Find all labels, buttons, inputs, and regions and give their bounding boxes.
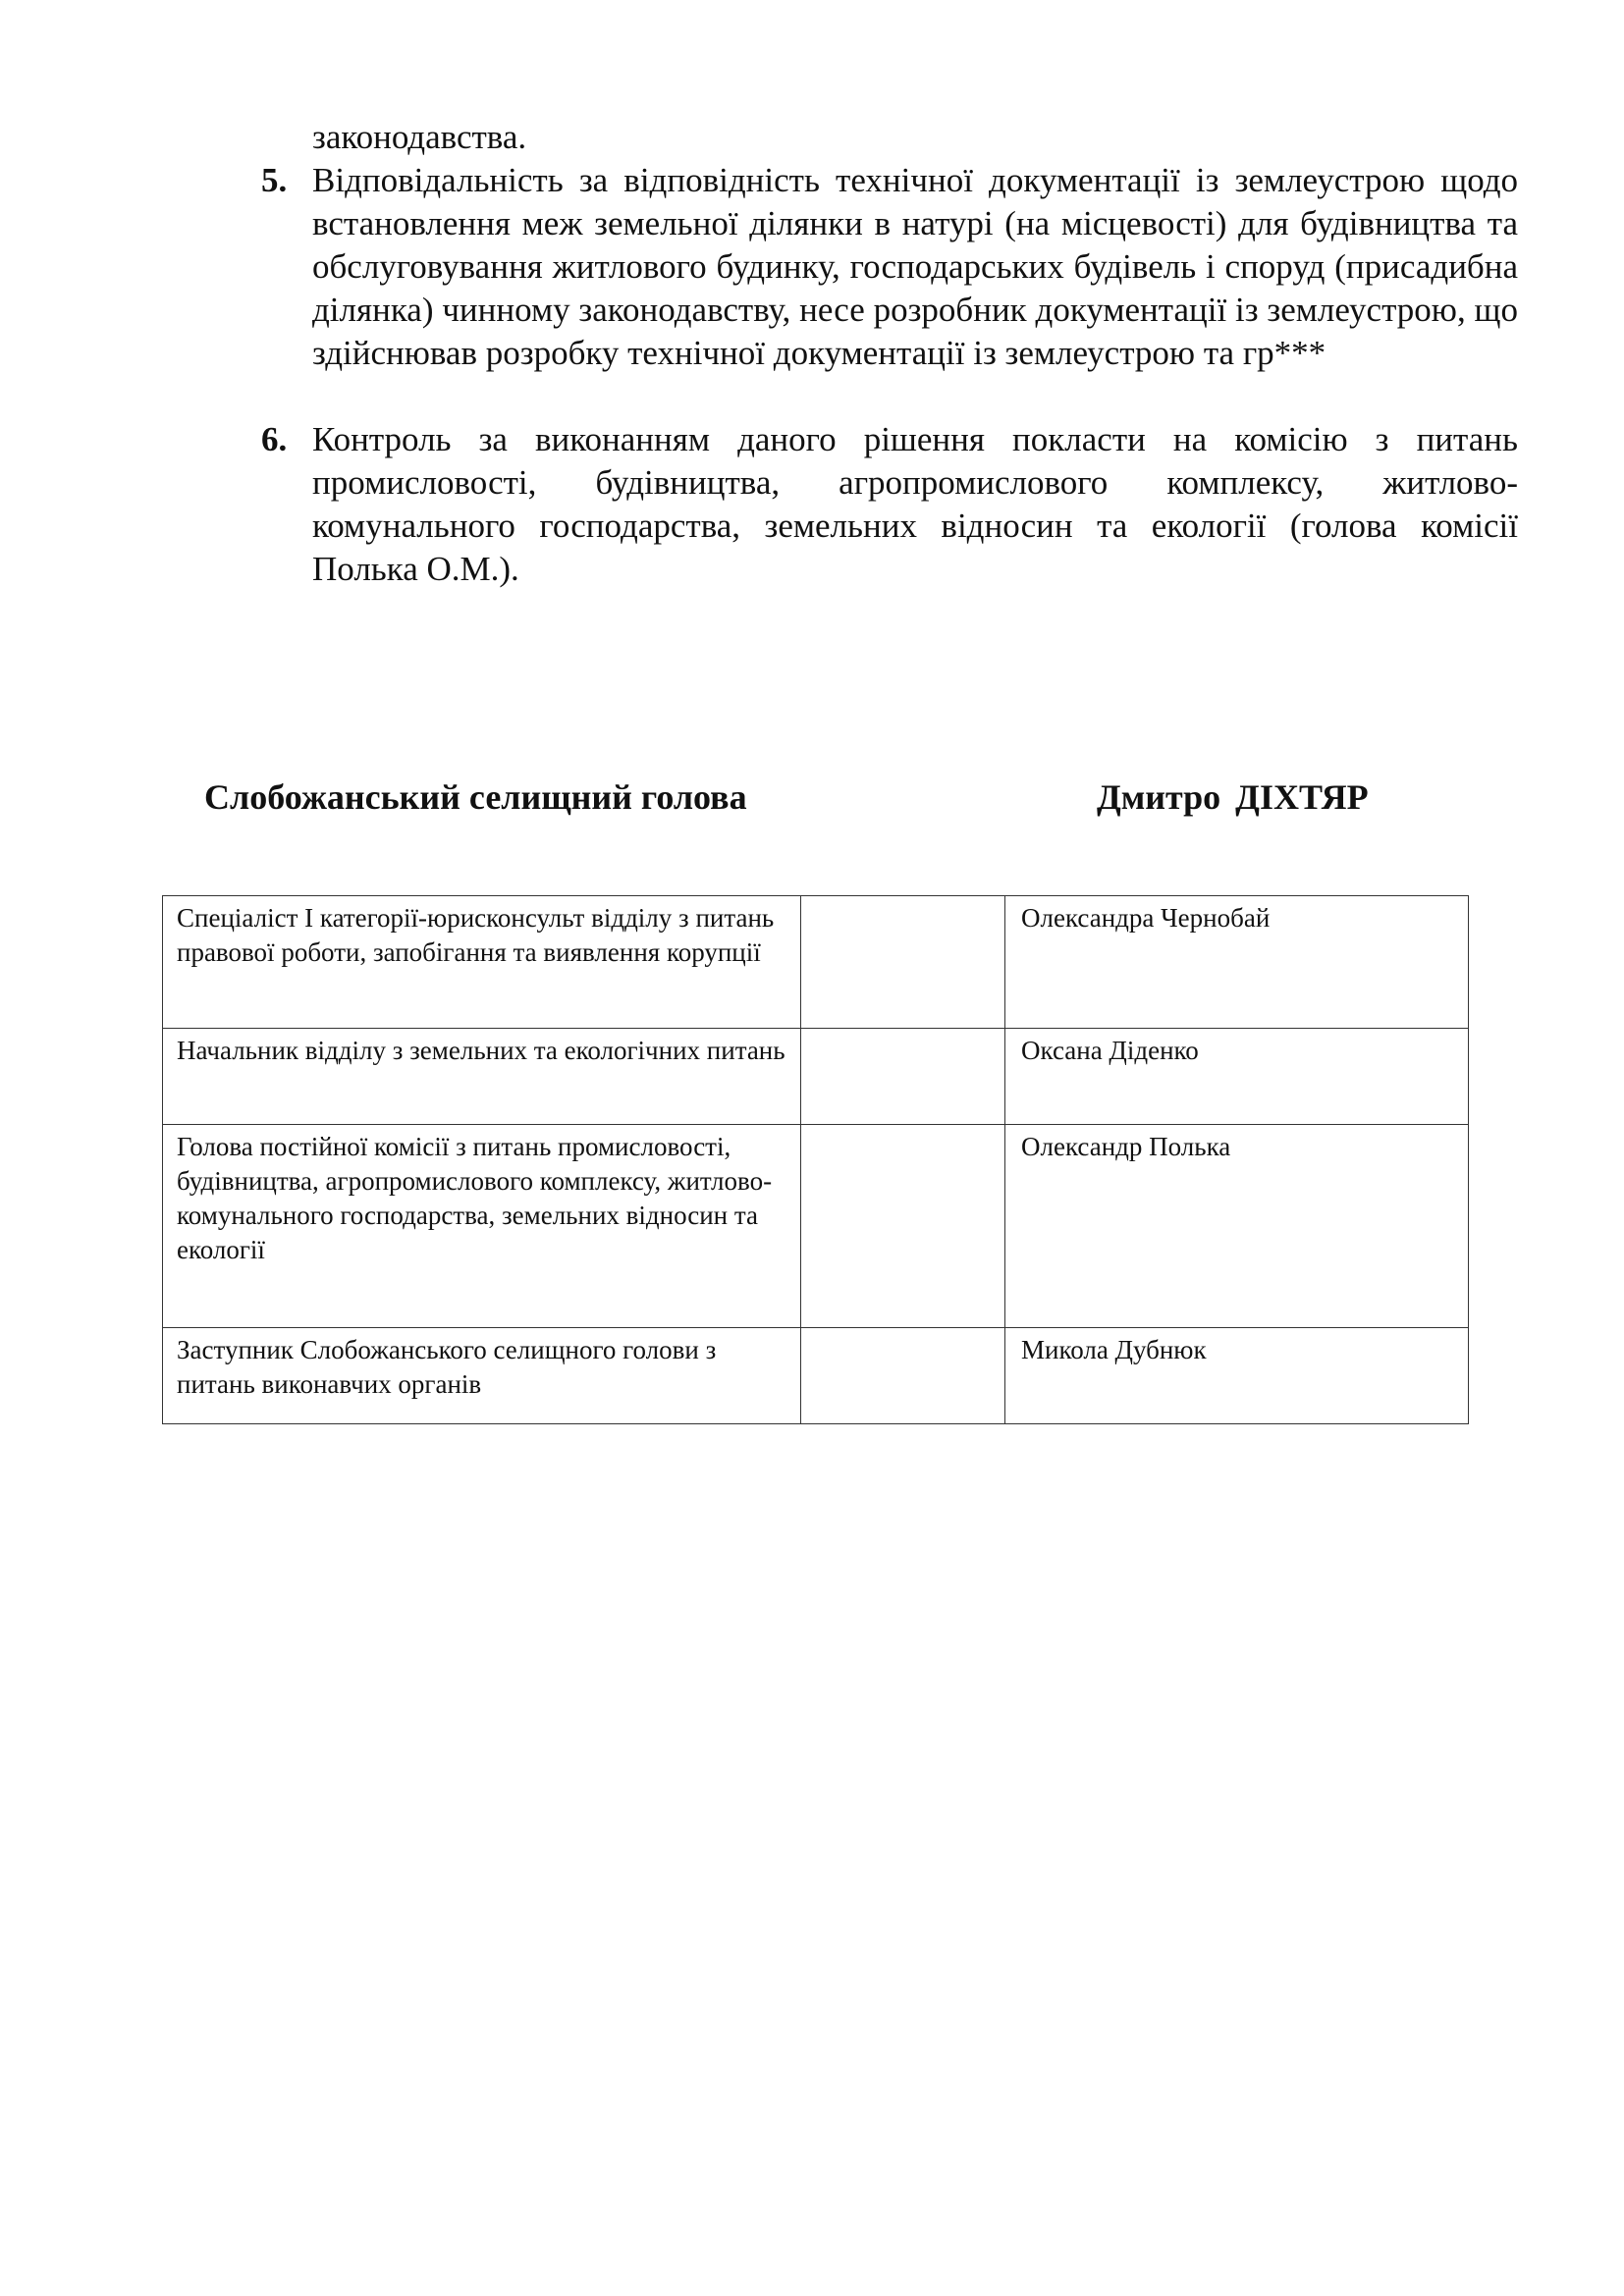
list-item-5 [261,159,1518,375]
name-cell: Олександр Полька [1005,1125,1469,1328]
position-cell: Начальник відділу з земельних та екологічних питань [163,1029,801,1125]
position-cell: Заступник Слобожанського селищного голови з питань виконавчих органів [163,1328,801,1424]
signature-name: Дмитро ДІХТЯР [1097,777,1369,817]
table-row [163,896,1469,1029]
table-row [163,1328,1469,1424]
continuation-text: законодавства. [312,118,527,156]
signature-role: Слобожанський селищний голова [204,777,747,817]
signature-cell [801,896,1005,1029]
position-cell: Спеціаліст І категорії-юрисконсульт відділу з питань правової роботи, запобігання та виявлення корупції [163,896,801,1029]
name-cell: Микола Дубнюк [1005,1328,1469,1424]
signature-cell [801,1029,1005,1125]
position-cell: Голова постійної комісії з питань промисловості, будівництва, агропромислового комплексу, житлово-комунального господарства, земельних відносин та екології [163,1125,801,1328]
name-cell: Оксана Діденко [1005,1029,1469,1125]
signature-cell [801,1328,1005,1424]
item-text: Контроль за виконанням даного рішення покласти на комісію з питань промисловості, будівництва, агропромислового комплексу, житлово-комунального господарства, земельних відносин та екології (голова комісії Полька О.М.). [312,420,1518,588]
list-item-6 [261,418,1518,591]
signature-cell [801,1125,1005,1328]
item-number: 5. [261,161,288,199]
table-row [163,1125,1469,1328]
item-text: Відповідальність за відповідність технічної документації із землеустрою щодо встановлення меж земельної ділянки в натурі (на місцевості) для будівництва та обслуговування житлового будинку, господарських будівель і споруд (присадибна ділянка) чинному законодавству, несе розробник документації із землеустрою, що здійснював розробку технічної документації із землеустрою та гр*** [312,161,1518,372]
item-number: 6. [261,420,288,458]
approvals-table [162,895,1469,1424]
name-cell: Олександра Чернобай [1005,896,1469,1029]
table-row [163,1029,1469,1125]
